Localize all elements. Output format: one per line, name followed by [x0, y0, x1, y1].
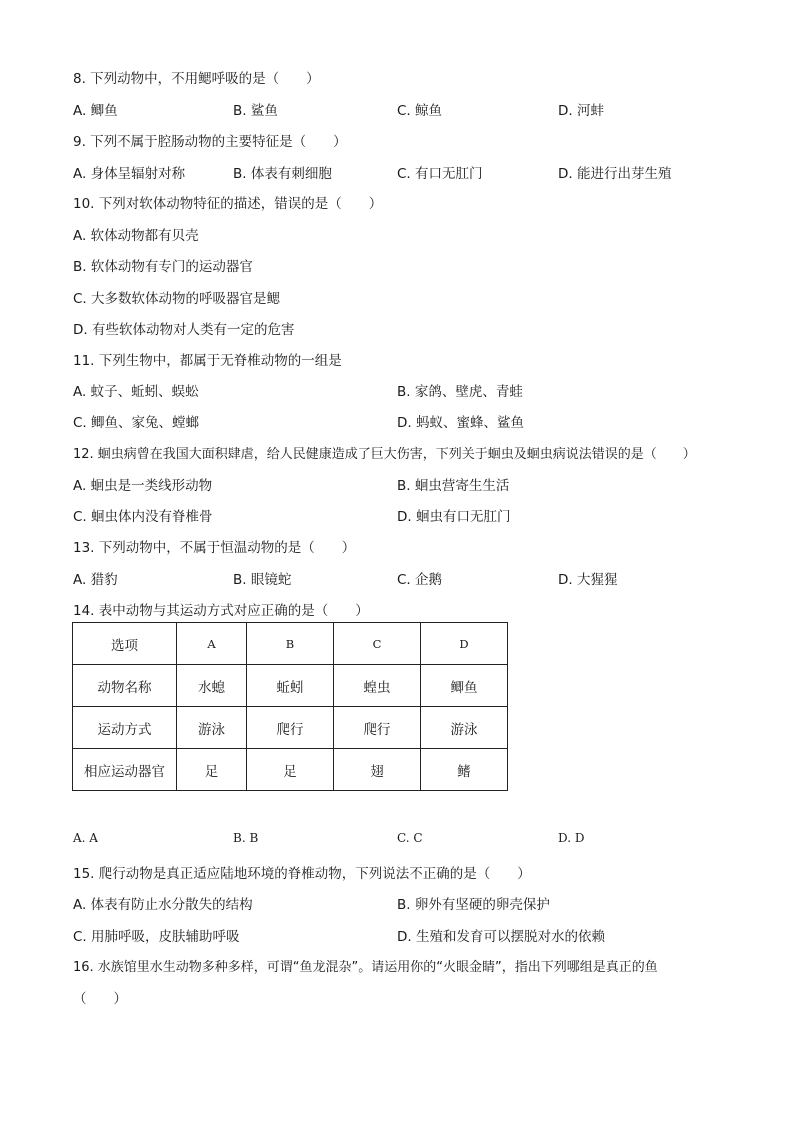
table-row — [73, 623, 508, 665]
table-row — [73, 665, 508, 707]
question-9-option-c: C. 有口无肛门 — [397, 166, 483, 182]
table-cell: 蝗虫 — [334, 665, 421, 707]
table-cell: 游泳 — [421, 707, 508, 749]
question-15-option-c: C. 用肺呼吸，皮肤辅助呼吸 — [73, 929, 240, 945]
question-13-option-a: A. 猎豹 — [73, 572, 118, 588]
question-12-stem: 12. 蛔虫病曾在我国大面积肆虐，给人民健康造成了巨大伤害，下列关于蛔虫及蛔虫病说法错误的是（ ） — [73, 447, 696, 462]
question-8-option-d: D. 河蚌 — [558, 103, 604, 119]
question-13-option-d: D. 大猩猩 — [558, 572, 618, 588]
question-11-option-d: D. 蚂蚁、蜜蜂、鲨鱼 — [397, 415, 524, 431]
question-14-option-d: D. D — [558, 831, 585, 845]
question-14-option-b: B. B — [233, 831, 259, 845]
question-10-option-c: C. 大多数软体动物的呼吸器官是鳃 — [73, 291, 281, 307]
question-14-stem: 14. 表中动物与其运动方式对应正确的是（ ） — [73, 603, 369, 619]
question-14-option-a: A. A — [73, 831, 98, 845]
question-16-stem: 16. 水族馆里水生动物多种多样，可谓“鱼龙混杂”。请运用你的“火眼金睛”，指出下列哪组是真正的鱼 — [73, 960, 658, 975]
question-9-option-d: D. 能进行出芽生殖 — [558, 166, 672, 182]
table-row — [73, 707, 508, 749]
question-15-stem: 15. 爬行动物是真正适应陆地环境的脊椎动物，下列说法不正确的是（ ） — [73, 866, 531, 882]
question-8-option-c: C. 鲸鱼 — [397, 103, 443, 119]
table-cell: 鲫鱼 — [421, 665, 508, 707]
question-9-option-a: A. 身体呈辐射对称 — [73, 166, 186, 182]
table-cell: 运动方式 — [73, 707, 177, 749]
question-12-option-c: C. 蛔虫体内没有脊椎骨 — [73, 509, 213, 525]
question-11-option-c: C. 鲫鱼、家兔、螳螂 — [73, 415, 200, 431]
question-10-option-a: A. 软体动物都有贝壳 — [73, 228, 199, 244]
table-cell: 鳍 — [421, 749, 508, 791]
table-cell: 爬行 — [247, 707, 334, 749]
question-13-option-c: C. 企鹅 — [397, 572, 443, 588]
table-cell: 足 — [247, 749, 334, 791]
question-14-option-c: C. C — [397, 831, 423, 845]
table-cell: C — [334, 623, 421, 665]
table-cell: A — [177, 623, 247, 665]
table-cell: 爬行 — [334, 707, 421, 749]
table-cell: 相应运动器官 — [73, 749, 177, 791]
question-8-option-a: A. 鲫鱼 — [73, 103, 118, 119]
question-11-stem: 11. 下列生物中，都属于无脊椎动物的一组是 — [73, 353, 342, 369]
question-11-option-b: B. 家鸽、壁虎、青蛙 — [397, 384, 523, 400]
table-cell: 足 — [177, 749, 247, 791]
question-11-option-a: A. 蚊子、蚯蚓、蜈蚣 — [73, 384, 199, 400]
question-8-option-b: B. 鲨鱼 — [233, 103, 278, 119]
table-cell: 游泳 — [177, 707, 247, 749]
question-13-option-b: B. 眼镜蛇 — [233, 572, 292, 588]
question-12-option-b: B. 蛔虫营寄生生活 — [397, 478, 510, 494]
question-12-option-a: A. 蛔虫是一类线形动物 — [73, 478, 213, 494]
question-15-option-d: D. 生殖和发育可以摆脱对水的依赖 — [397, 929, 605, 945]
table-cell: B — [247, 623, 334, 665]
table-row — [73, 749, 508, 791]
question-12-option-d: D. 蛔虫有口无肛门 — [397, 509, 511, 525]
question-16-stem-continued: （ ） — [73, 991, 127, 1007]
table-cell: 翅 — [334, 749, 421, 791]
question-10-stem: 10. 下列对软体动物特征的描述，错误的是（ ） — [73, 196, 383, 212]
table-cell: 选项 — [73, 623, 177, 665]
question-8-stem: 8. 下列动物中，不用鳃呼吸的是（ ） — [73, 71, 320, 87]
animal-movement-table — [72, 622, 508, 791]
table-cell: 水螅 — [177, 665, 247, 707]
question-9-option-b: B. 体表有刺细胞 — [233, 166, 332, 182]
question-9-stem: 9. 下列不属于腔肠动物的主要特征是（ ） — [73, 134, 347, 150]
question-10-option-b: B. 软体动物有专门的运动器官 — [73, 259, 253, 275]
table-cell: 蚯蚓 — [247, 665, 334, 707]
question-15-option-b: B. 卵外有坚硬的卵壳保护 — [397, 897, 550, 913]
question-13-stem: 13. 下列动物中，不属于恒温动物的是（ ） — [73, 540, 356, 556]
question-10-option-d: D. 有些软体动物对人类有一定的危害 — [73, 322, 295, 338]
question-15-option-a: A. 体表有防止水分散失的结构 — [73, 897, 253, 913]
table-cell: 动物名称 — [73, 665, 177, 707]
table-cell: D — [421, 623, 508, 665]
